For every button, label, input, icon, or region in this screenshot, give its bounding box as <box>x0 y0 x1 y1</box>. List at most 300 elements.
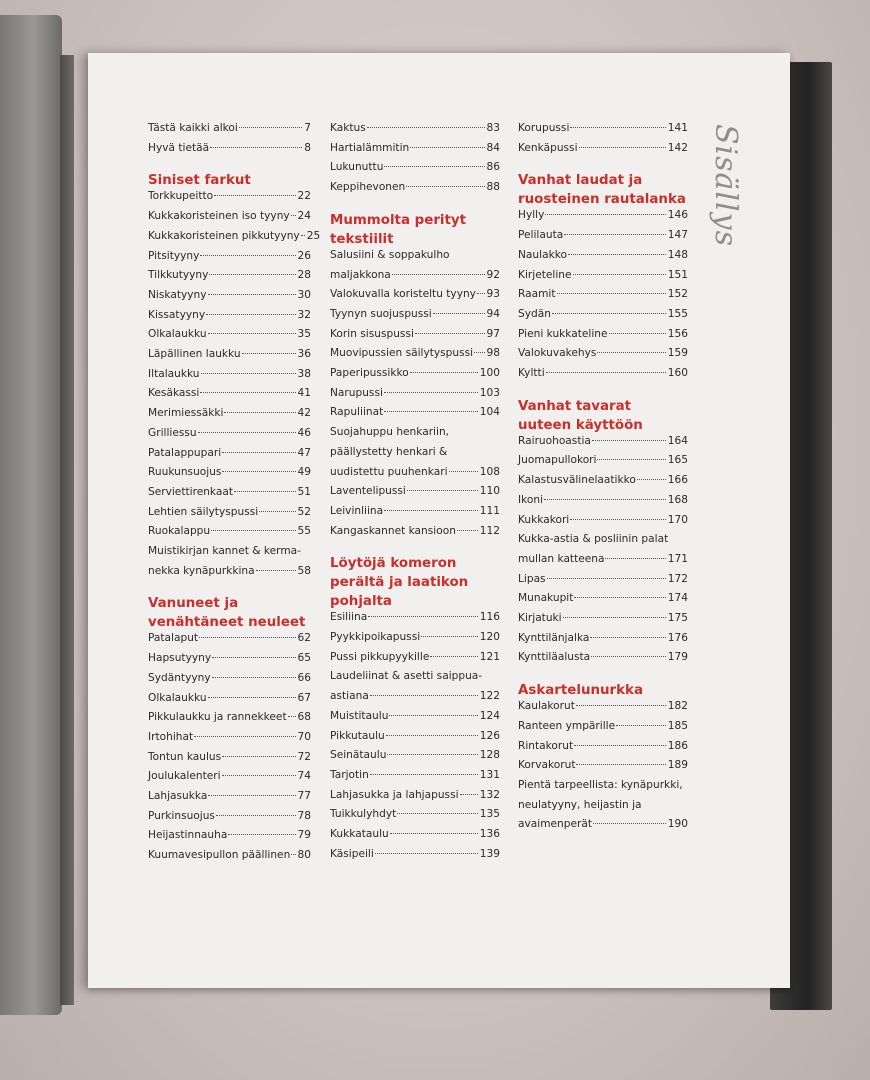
entry-title: Kuumavesipullon päällinen <box>148 849 291 862</box>
toc-entry <box>330 525 500 544</box>
toc-entry <box>148 770 311 789</box>
section-heading: Vanhat laudat ja <box>518 173 643 189</box>
dot-leader <box>568 254 666 255</box>
entry-title: Pikkulaukku ja rannekkeet <box>148 711 287 724</box>
entry-title: Kynttilänjalka <box>518 631 590 644</box>
dot-leader <box>291 215 296 216</box>
page-number: 24 <box>297 210 311 223</box>
dot-leader <box>375 853 478 854</box>
page-number: 94 <box>486 307 500 320</box>
section-heading: tekstiilit <box>330 231 394 247</box>
page-number: 166 <box>667 474 688 487</box>
entry-title: maljakkona <box>330 268 391 281</box>
page-number: 155 <box>667 307 688 320</box>
dot-leader <box>591 656 666 657</box>
page-number: 111 <box>479 504 500 517</box>
dot-leader <box>208 333 296 334</box>
page-number: 65 <box>297 652 311 665</box>
toc-entry <box>148 122 311 141</box>
dot-leader <box>415 333 485 334</box>
toc-entry <box>330 670 500 689</box>
entry-title: Kukkakoristeinen pikkutyyny <box>148 229 300 242</box>
entry-title: Tuikkulyhdyt <box>330 808 397 821</box>
page-number: 136 <box>479 828 500 840</box>
dot-leader <box>563 617 666 618</box>
book-cover-left <box>0 15 62 1015</box>
entry-title: mullan katteena <box>518 552 605 565</box>
dot-leader <box>384 166 484 167</box>
toc-entry <box>148 652 311 671</box>
page-number: 185 <box>667 719 688 732</box>
entry-title: Ranteen ympärille <box>518 719 616 732</box>
toc-entry <box>518 269 688 288</box>
section-heading: Mummolta perityt <box>330 212 467 228</box>
page-number: 103 <box>479 386 500 399</box>
toc-entry <box>330 406 500 425</box>
entry-title: Patalappupari <box>148 446 222 459</box>
dot-leader <box>407 490 478 491</box>
page-number: 22 <box>297 190 311 203</box>
dot-leader <box>590 637 665 638</box>
toc-entry <box>148 142 311 161</box>
dot-leader <box>433 313 485 314</box>
page-number: 126 <box>479 729 500 742</box>
toc-entry <box>330 367 500 386</box>
entry-title: Irtohihat <box>148 730 194 743</box>
dot-leader <box>210 147 302 148</box>
dot-leader <box>390 833 478 834</box>
entry-title: Tilkkutyyny <box>148 269 209 282</box>
entry-title: Raamit <box>518 288 556 301</box>
toc-entry <box>148 348 311 367</box>
entry-title: Kalastusvälinelaatikko <box>518 474 636 487</box>
dot-leader <box>291 854 295 855</box>
toc-entry <box>518 209 688 228</box>
page-number: 120 <box>479 631 500 643</box>
entry-title: Paperipussikko <box>330 367 409 379</box>
contents-title: Sisällys <box>708 124 743 247</box>
entry-title: Torkkupeitto <box>148 190 214 203</box>
section-heading: ruosteinen rautalanka <box>518 192 686 208</box>
toc-entry <box>518 651 688 670</box>
page-number: 38 <box>297 367 311 380</box>
page-number: 174 <box>667 592 688 605</box>
toc-entry <box>518 514 688 533</box>
page-number: 66 <box>297 671 311 684</box>
dot-leader <box>573 274 666 275</box>
dot-leader <box>477 293 485 294</box>
page-number: 141 <box>667 122 688 134</box>
entry-title: Kissatyyny <box>148 308 206 321</box>
dot-leader <box>564 234 666 235</box>
page-number: 116 <box>479 611 500 624</box>
page-number: 182 <box>667 700 688 713</box>
dot-leader <box>201 373 296 374</box>
entry-title: Ikoni <box>518 493 544 506</box>
toc-entry <box>330 789 500 808</box>
entry-title: Leivinliina <box>330 504 384 517</box>
page-number: 112 <box>479 524 500 537</box>
entry-title: Seinätaulu <box>330 749 387 762</box>
page-number: 121 <box>479 650 500 663</box>
toc-entry <box>330 690 500 709</box>
entry-title: Valokuvakehys <box>518 347 597 360</box>
page-number: 98 <box>486 347 500 360</box>
entry-title: Pitsityyny <box>148 249 200 262</box>
toc-entry <box>148 466 311 485</box>
dot-leader <box>410 372 478 373</box>
toc-entry <box>148 711 311 730</box>
dot-leader <box>597 352 665 353</box>
entry-title: Kirjeteline <box>518 268 572 281</box>
dot-leader <box>616 725 666 726</box>
entry-title: Kyltti <box>518 367 545 379</box>
dot-leader <box>384 392 478 393</box>
entry-title: Läpällinen laukku <box>148 348 241 360</box>
page-number: 170 <box>667 513 688 526</box>
page-number: 7 <box>304 122 311 134</box>
entry-title: Tästä kaikki alkoi <box>148 122 238 134</box>
page-number: 70 <box>297 730 311 743</box>
entry-title: Tyynyn suojuspussi <box>330 307 432 320</box>
dot-leader <box>609 333 666 334</box>
entry-title: Serviettirenkaat <box>148 485 234 498</box>
entry-title: Munakupit <box>518 592 574 605</box>
toc-entry <box>330 730 500 749</box>
dot-leader <box>288 716 296 717</box>
dot-leader <box>208 697 296 698</box>
entry-title: Pyykkipoikapussi <box>330 631 421 643</box>
page-number: 146 <box>667 209 688 222</box>
page-number: 190 <box>667 818 688 831</box>
entry-title: Olkalaukku <box>148 328 207 341</box>
page-number: 179 <box>667 651 688 664</box>
entry-title: Pikkutaulu <box>330 729 385 742</box>
toc-entry <box>148 229 321 249</box>
page-number: 52 <box>297 505 311 518</box>
page-number: 26 <box>297 249 311 262</box>
entry-title: Rairuohoastia <box>518 434 591 447</box>
dot-leader <box>430 656 477 657</box>
toc-entry <box>518 533 688 552</box>
entry-title: Hyvä tietää <box>148 141 210 154</box>
toc-entry <box>148 672 311 691</box>
entry-title: Ruukunsuojus <box>148 466 222 479</box>
dot-leader <box>457 530 478 531</box>
entry-title: Patalaput <box>148 632 199 645</box>
page-number: 42 <box>297 407 311 420</box>
dot-leader <box>198 432 296 433</box>
entry-title: Kirjatuki <box>518 612 562 624</box>
dot-leader <box>637 479 666 480</box>
page-number: 131 <box>479 768 500 781</box>
page-number: 72 <box>297 750 311 763</box>
section-heading: venähtäneet neuleet <box>148 615 306 631</box>
entry-title: Hartialämmitin <box>330 141 410 154</box>
page-number: 35 <box>297 328 311 341</box>
entry-title: Kukkataulu <box>330 828 389 840</box>
dot-leader <box>206 314 295 315</box>
toc-entry <box>148 829 311 848</box>
entry-title: Pussi pikkupyykille <box>330 650 430 663</box>
page-number: 110 <box>479 485 500 498</box>
entry-title: Pelilauta <box>518 229 564 242</box>
toc-entry <box>330 631 500 650</box>
dot-leader <box>557 293 666 294</box>
page-number: 100 <box>479 367 500 379</box>
toc-entry <box>518 612 688 631</box>
toc-entry <box>518 494 688 513</box>
dot-leader <box>239 127 302 128</box>
toc-entry <box>518 573 688 592</box>
dot-leader <box>449 471 478 472</box>
toc-entry <box>518 720 688 739</box>
entry-title: Kangaskannet kansioon <box>330 524 456 537</box>
entry-title: Lehtien säilytyspussi <box>148 505 259 518</box>
dot-leader <box>570 127 665 128</box>
entry-title: Käsipeili <box>330 847 374 860</box>
page-number: 135 <box>479 808 500 821</box>
toc-entry <box>148 407 311 426</box>
entry-title: Kaktus <box>330 122 366 134</box>
entry-title: Muovipussien säilytyspussi <box>330 347 474 360</box>
toc-entry <box>148 731 311 750</box>
entry-title: Grilliessu <box>148 426 197 439</box>
toc-entry <box>330 466 500 485</box>
page-number: 47 <box>297 446 311 459</box>
toc-entry <box>518 288 688 307</box>
page-number: 128 <box>479 749 500 762</box>
dot-leader <box>579 147 666 148</box>
page-number: 77 <box>297 790 311 802</box>
page-number: 55 <box>297 525 311 538</box>
dot-leader <box>200 392 295 393</box>
toc-entry <box>518 367 688 386</box>
dot-leader <box>384 411 478 412</box>
toc-entry <box>330 710 500 729</box>
dot-leader <box>259 511 295 512</box>
page-number: 49 <box>297 466 311 479</box>
dot-leader <box>222 471 295 472</box>
entry-title: Juomapullokori <box>518 454 597 467</box>
page-number: 165 <box>667 454 688 467</box>
page-number: 51 <box>297 485 311 498</box>
dot-leader <box>397 813 478 814</box>
toc-entry <box>518 592 688 611</box>
toc-entry <box>148 427 311 446</box>
toc-entry <box>518 122 688 141</box>
dot-leader <box>368 616 478 617</box>
toc-entry <box>148 269 311 288</box>
dot-leader <box>570 519 666 520</box>
entry-title: Kenkäpussi <box>518 141 578 154</box>
entry-title: Lipas <box>518 572 546 585</box>
page-number: 79 <box>297 829 311 842</box>
dot-leader <box>474 352 484 353</box>
dot-leader <box>545 214 665 215</box>
page-number: 186 <box>667 739 688 752</box>
entry-title: Salusiini & soppakulho <box>330 248 450 261</box>
entry-title: Pientä tarpeellista: kynäpurkki, <box>518 778 683 791</box>
dot-leader <box>301 235 305 236</box>
toc-entry <box>330 848 500 867</box>
section-heading: Vanuneet ja <box>148 596 239 612</box>
dot-leader <box>212 657 295 658</box>
dot-leader <box>224 412 295 413</box>
entry-title: Laventelipussi <box>330 485 406 498</box>
dot-leader <box>222 775 296 776</box>
dot-leader <box>386 735 478 736</box>
dot-leader <box>597 459 665 460</box>
dot-leader <box>209 274 295 275</box>
toc-entry <box>518 229 688 248</box>
entry-title: Esiliina <box>330 611 368 624</box>
dot-leader <box>194 736 295 737</box>
page-number: 104 <box>479 406 500 419</box>
toc-entry <box>330 122 500 141</box>
toc-entry <box>518 474 688 493</box>
toc-entry <box>148 387 311 406</box>
entry-title: Rintakorut <box>518 739 574 752</box>
dot-leader <box>200 255 295 256</box>
dot-leader <box>593 823 666 824</box>
toc-entry <box>148 790 311 809</box>
entry-title: Kukka-astia & posliinin palat <box>518 533 669 546</box>
toc-entry <box>330 749 500 768</box>
toc-entry <box>330 181 500 200</box>
entry-title: nekka kynäpurkkina <box>148 564 255 577</box>
toc-entry <box>330 485 500 504</box>
toc-entry <box>518 779 688 798</box>
toc-entry <box>148 565 311 584</box>
entry-title: Joulukalenteri <box>148 770 221 783</box>
entry-title: Korin sisuspussi <box>330 327 414 340</box>
page-number: 172 <box>667 572 688 585</box>
page-number: 132 <box>479 788 500 801</box>
page-number: 46 <box>297 426 311 439</box>
entry-title: Olkalaukku <box>148 691 207 704</box>
dot-leader <box>392 274 485 275</box>
entry-title: Merimiessäkki <box>148 407 224 420</box>
section-heading: uuteen käyttöön <box>518 417 643 433</box>
toc-entry <box>518 454 688 473</box>
toc-entry <box>330 161 500 180</box>
dot-leader <box>574 597 665 598</box>
entry-title: Naulakko <box>518 248 567 261</box>
entry-title: Kukkakori <box>518 513 570 526</box>
page-number: 80 <box>297 849 311 862</box>
toc-entry <box>330 611 500 630</box>
entry-title: Tontun kaulus <box>148 750 222 763</box>
page-number: 164 <box>667 434 688 447</box>
toc-entry <box>518 700 688 719</box>
dot-leader <box>552 313 666 314</box>
page-number: 139 <box>479 847 500 860</box>
entry-title: Lahjasukka <box>148 790 208 802</box>
section-heading: pohjalta <box>330 594 392 610</box>
dot-leader <box>367 127 485 128</box>
toc-entry <box>148 190 311 209</box>
contents-page <box>88 53 790 988</box>
entry-title: uudistettu puuhenkari <box>330 465 448 478</box>
page-number: 151 <box>667 268 688 281</box>
page-number: 67 <box>297 691 311 704</box>
entry-title: Niskatyyny <box>148 288 207 301</box>
toc-entry <box>148 810 311 829</box>
toc-entry <box>148 545 311 564</box>
entry-title: Rapuliinat <box>330 406 384 419</box>
entry-title: Muistitaulu <box>330 709 389 722</box>
toc-entry <box>148 486 311 505</box>
dot-leader <box>208 795 295 796</box>
page-number: 74 <box>297 770 311 783</box>
page-number: 142 <box>667 141 688 154</box>
page-number: 148 <box>667 248 688 261</box>
page-number: 97 <box>486 327 500 340</box>
toc-entry <box>148 210 311 229</box>
page-number: 92 <box>486 268 500 281</box>
toc-entry <box>518 347 688 366</box>
dot-leader <box>387 754 477 755</box>
page-number: 84 <box>486 141 500 154</box>
toc-entry <box>330 387 500 406</box>
page-number: 189 <box>667 759 688 772</box>
dot-leader <box>410 147 484 148</box>
entry-title: Kaulakorut <box>518 700 575 713</box>
dot-leader <box>421 636 478 637</box>
page-number: 62 <box>297 632 311 645</box>
toc-entry <box>330 249 500 268</box>
toc-entry <box>518 740 688 759</box>
dot-leader <box>216 815 296 816</box>
dot-leader <box>546 372 666 373</box>
toc-entry <box>330 142 500 161</box>
page-number: 124 <box>479 709 500 722</box>
toc-entry <box>330 347 500 366</box>
toc-entry <box>518 553 688 572</box>
entry-title: Ruokalappu <box>148 525 211 538</box>
entry-title: Suojahuppu henkariin, <box>330 426 450 439</box>
dot-leader <box>222 452 295 453</box>
entry-title: Heijastinnauha <box>148 829 228 842</box>
dot-leader <box>576 705 666 706</box>
toc-entry <box>148 368 311 387</box>
page-number: 168 <box>667 493 688 506</box>
page-number: 175 <box>667 612 688 624</box>
page-number: 30 <box>297 288 311 301</box>
page-number: 160 <box>667 367 688 379</box>
dot-leader <box>370 695 478 696</box>
dot-leader <box>592 440 666 441</box>
entry-title: neulatyyny, heijastin ja <box>518 798 642 811</box>
toc-entry <box>518 799 688 818</box>
page-number: 171 <box>667 552 688 565</box>
dot-leader <box>242 353 296 354</box>
dot-leader <box>605 558 665 559</box>
entry-title: Valokuvalla koristeltu tyyny <box>330 288 476 301</box>
page-number: 159 <box>667 347 688 360</box>
dot-leader <box>199 637 295 638</box>
section-heading: Siniset farkut <box>148 173 251 189</box>
toc-entry <box>148 692 311 711</box>
entry-title: Korvakorut <box>518 759 576 772</box>
toc-entry <box>148 506 311 525</box>
page-number: 41 <box>297 387 311 400</box>
entry-title: avaimenperät <box>518 818 592 831</box>
entry-title: päällystetty henkari & <box>330 445 448 458</box>
toc-entry <box>518 759 688 778</box>
toc-entry <box>148 849 311 868</box>
